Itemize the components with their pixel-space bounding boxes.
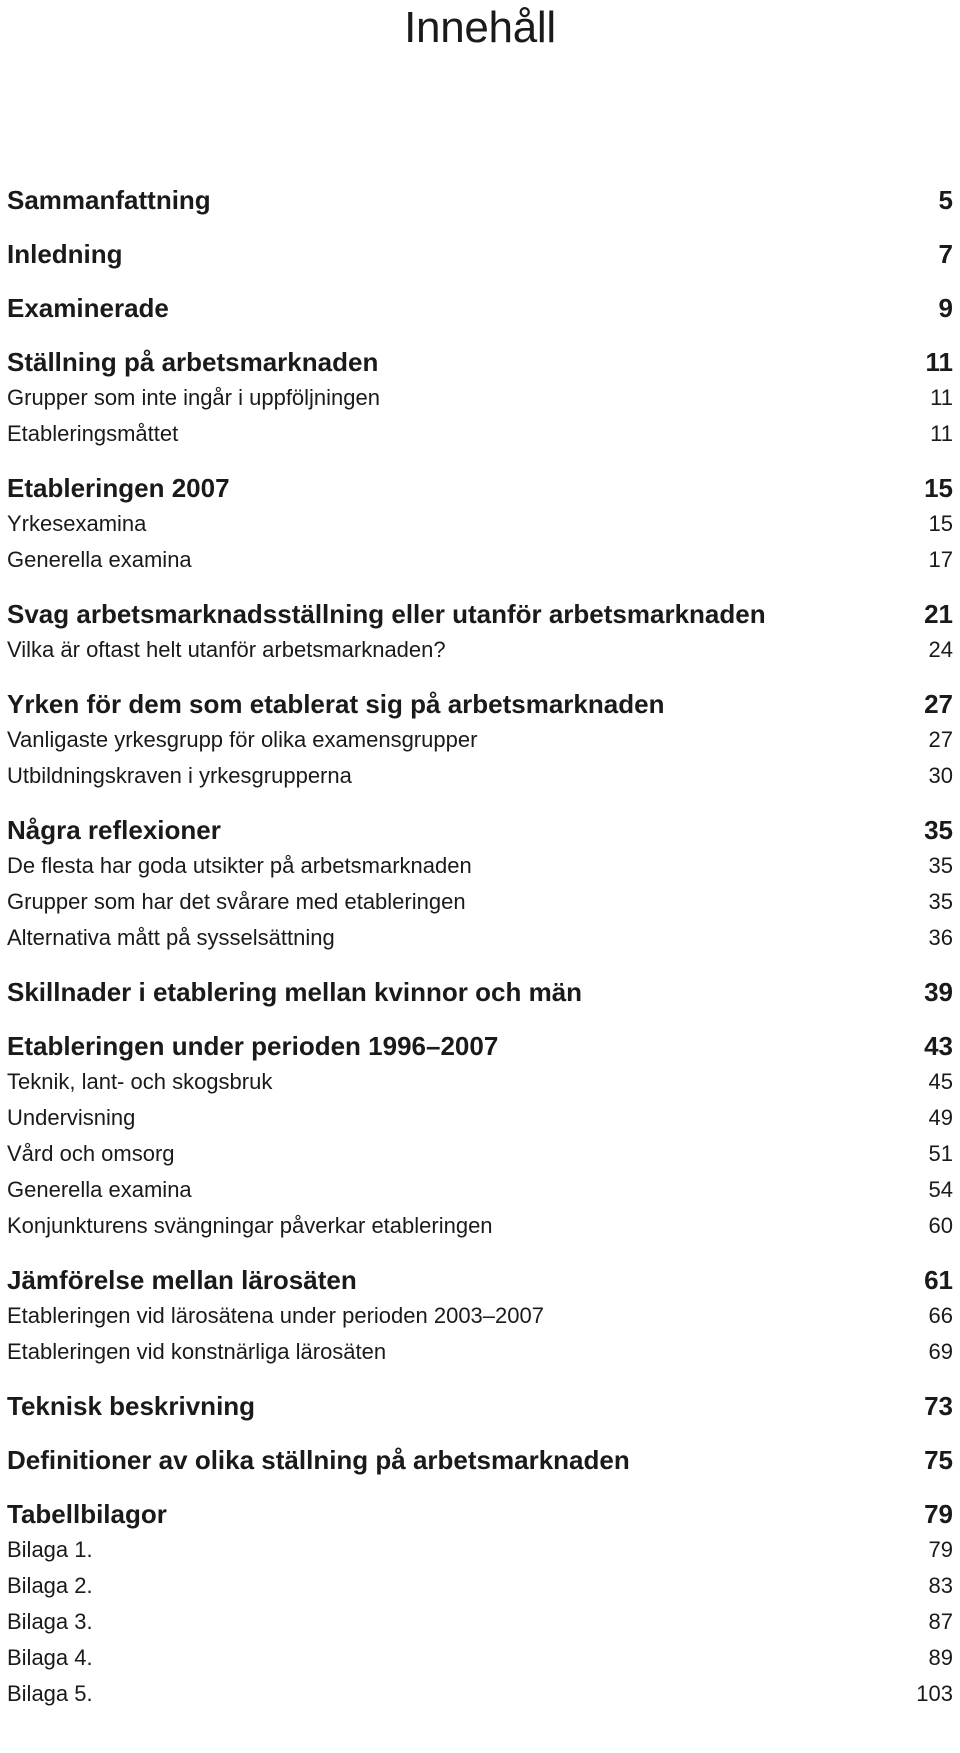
toc-section-row[interactable] — [7, 1532, 953, 1568]
toc-section-title: Bilaga 4. — [7, 1645, 93, 1670]
toc-chapter-title: Några reflexioner — [7, 814, 221, 845]
toc-section-row[interactable] — [7, 1064, 953, 1100]
toc-chapter-title: Skillnader i etablering mellan kvinnor och män — [7, 976, 583, 1007]
toc-chapter-row[interactable] — [7, 1028, 953, 1064]
toc-section-title: Etableringen vid lärosätena under perioden 2003–2007 — [7, 1303, 544, 1328]
toc-page-number: 15 — [924, 472, 953, 503]
toc-section-row[interactable] — [7, 632, 953, 668]
toc-chapter-row[interactable] — [7, 974, 953, 1010]
toc-section-row[interactable] — [7, 884, 953, 920]
toc-chapter-row[interactable] — [7, 290, 953, 326]
toc-section-title: Teknik, lant- och skogsbruk — [7, 1069, 273, 1094]
toc-page-number: 30 — [928, 763, 953, 788]
toc-section-title: Generella examina — [7, 1177, 192, 1202]
toc-chapter-row[interactable] — [7, 1388, 953, 1424]
toc-section-title: Grupper som inte ingår i uppföljningen — [7, 385, 381, 410]
toc-chapter-title: Etableringen under perioden 1996–2007 — [7, 1030, 499, 1061]
toc-chapter-row[interactable] — [7, 470, 953, 506]
toc-page-number: 103 — [916, 1681, 953, 1706]
toc-section-title: Etableringsmåttet — [7, 421, 179, 446]
toc-section-title: Utbildningskraven i yrkesgrupperna — [7, 763, 352, 788]
toc-chapter-row[interactable] — [7, 1262, 953, 1298]
page-title: Innehåll — [404, 3, 556, 52]
toc-chapter-title: Tabellbilagor — [7, 1498, 167, 1529]
table-of-contents — [7, 182, 953, 1712]
toc-section-title: Generella examina — [7, 547, 192, 572]
toc-section-row[interactable] — [7, 1676, 953, 1712]
toc-page-number: 7 — [938, 238, 953, 269]
toc-page-number: 83 — [928, 1573, 953, 1598]
toc-chapter-title: Inledning — [7, 238, 123, 269]
toc-section-title: Etableringen vid konstnärliga lärosäten — [7, 1339, 387, 1364]
toc-section-row[interactable] — [7, 1604, 953, 1640]
toc-chapter-title: Teknisk beskrivning — [7, 1390, 256, 1421]
toc-chapter-row[interactable] — [7, 1496, 953, 1532]
toc-page-number: 75 — [924, 1444, 953, 1475]
toc-page-number: 11 — [930, 421, 953, 446]
toc-section-title: Yrkesexamina — [7, 511, 147, 536]
toc-page-number: 27 — [924, 688, 953, 719]
toc-section-title: Undervisning — [7, 1105, 136, 1130]
toc-section-row[interactable] — [7, 380, 953, 416]
toc-chapter-row[interactable] — [7, 344, 953, 380]
toc-page-number: 27 — [928, 727, 953, 752]
toc-section-row[interactable] — [7, 1334, 953, 1370]
toc-section-title: Vilka är oftast helt utanför arbetsmarknaden? — [7, 637, 446, 662]
toc-section-title: Grupper som har det svårare med etableringen — [7, 889, 466, 914]
toc-section-title: Bilaga 5. — [7, 1681, 93, 1706]
toc-chapter-title: Definitioner av olika ställning på arbetsmarknaden — [7, 1444, 630, 1475]
toc-chapter-row[interactable] — [7, 596, 953, 632]
toc-page-number: 35 — [928, 889, 953, 914]
toc-page-number: 35 — [924, 814, 953, 845]
toc-section-row[interactable] — [7, 758, 953, 794]
toc-page-number: 79 — [928, 1537, 953, 1562]
toc-page-number: 54 — [928, 1177, 953, 1202]
toc-section-title: Bilaga 3. — [7, 1609, 93, 1634]
toc-page-number: 51 — [928, 1141, 953, 1166]
toc-page-number: 15 — [928, 511, 953, 536]
toc-page-number: 49 — [928, 1105, 953, 1130]
toc-page-number: 24 — [928, 637, 953, 662]
toc-page-number: 60 — [928, 1213, 953, 1238]
toc-section-title: Bilaga 2. — [7, 1573, 93, 1598]
toc-section-row[interactable] — [7, 1136, 953, 1172]
toc-page-number: 87 — [928, 1609, 953, 1634]
toc-page-number: 11 — [930, 385, 953, 410]
toc-chapter-title: Jämförelse mellan lärosäten — [7, 1264, 357, 1295]
toc-section-row[interactable] — [7, 1298, 953, 1334]
toc-chapter-row[interactable] — [7, 812, 953, 848]
toc-page-number: 89 — [928, 1645, 953, 1670]
toc-page-number: 69 — [928, 1339, 953, 1364]
toc-page-number: 73 — [924, 1390, 953, 1421]
toc-section-title: Vård och omsorg — [7, 1141, 175, 1166]
toc-section-title: Konjunkturens svängningar påverkar etableringen — [7, 1213, 493, 1238]
toc-chapter-title: Sammanfattning — [7, 184, 211, 215]
toc-page-number: 9 — [938, 292, 953, 323]
toc-page-number: 11 — [925, 346, 953, 377]
toc-section-row[interactable] — [7, 1568, 953, 1604]
toc-section-row[interactable] — [7, 1208, 953, 1244]
toc-page-number: 36 — [928, 925, 953, 950]
toc-page-number: 21 — [924, 598, 953, 629]
toc-section-row[interactable] — [7, 848, 953, 884]
toc-section-title: De flesta har goda utsikter på arbetsmarknaden — [7, 853, 472, 878]
toc-section-row[interactable] — [7, 920, 953, 956]
toc-section-row[interactable] — [7, 506, 953, 542]
toc-section-title: Bilaga 1. — [7, 1537, 93, 1562]
toc-chapter-title: Examinerade — [7, 292, 169, 323]
toc-chapter-row[interactable] — [7, 236, 953, 272]
toc-section-title: Alternativa mått på sysselsättning — [7, 925, 335, 950]
toc-chapter-title: Ställning på arbetsmarknaden — [7, 346, 379, 377]
toc-section-row[interactable] — [7, 542, 953, 578]
toc-chapter-title: Svag arbetsmarknadsställning eller utanför arbetsmarknaden — [7, 598, 766, 629]
toc-section-row[interactable] — [7, 722, 953, 758]
toc-page-number: 66 — [928, 1303, 953, 1328]
toc-chapter-row[interactable] — [7, 182, 953, 218]
toc-page-number: 17 — [928, 547, 953, 572]
toc-section-row[interactable] — [7, 1172, 953, 1208]
toc-chapter-title: Etableringen 2007 — [7, 472, 230, 503]
toc-chapter-title: Yrken för dem som etablerat sig på arbetsmarknaden — [7, 688, 665, 719]
toc-page-number: 43 — [924, 1030, 953, 1061]
toc-page-number: 5 — [938, 184, 953, 215]
toc-section-row[interactable] — [7, 416, 953, 452]
toc-page-number: 45 — [928, 1069, 953, 1094]
toc-chapter-row[interactable] — [7, 1442, 953, 1478]
toc-page-number: 79 — [924, 1498, 953, 1529]
toc-chapter-row[interactable] — [7, 686, 953, 722]
toc-section-title: Vanligaste yrkesgrupp för olika examensgrupper — [7, 727, 478, 752]
toc-page-number: 39 — [924, 976, 953, 1007]
toc-section-row[interactable] — [7, 1640, 953, 1676]
toc-page-number: 35 — [928, 853, 953, 878]
toc-page-number: 61 — [924, 1264, 953, 1295]
toc-section-row[interactable] — [7, 1100, 953, 1136]
